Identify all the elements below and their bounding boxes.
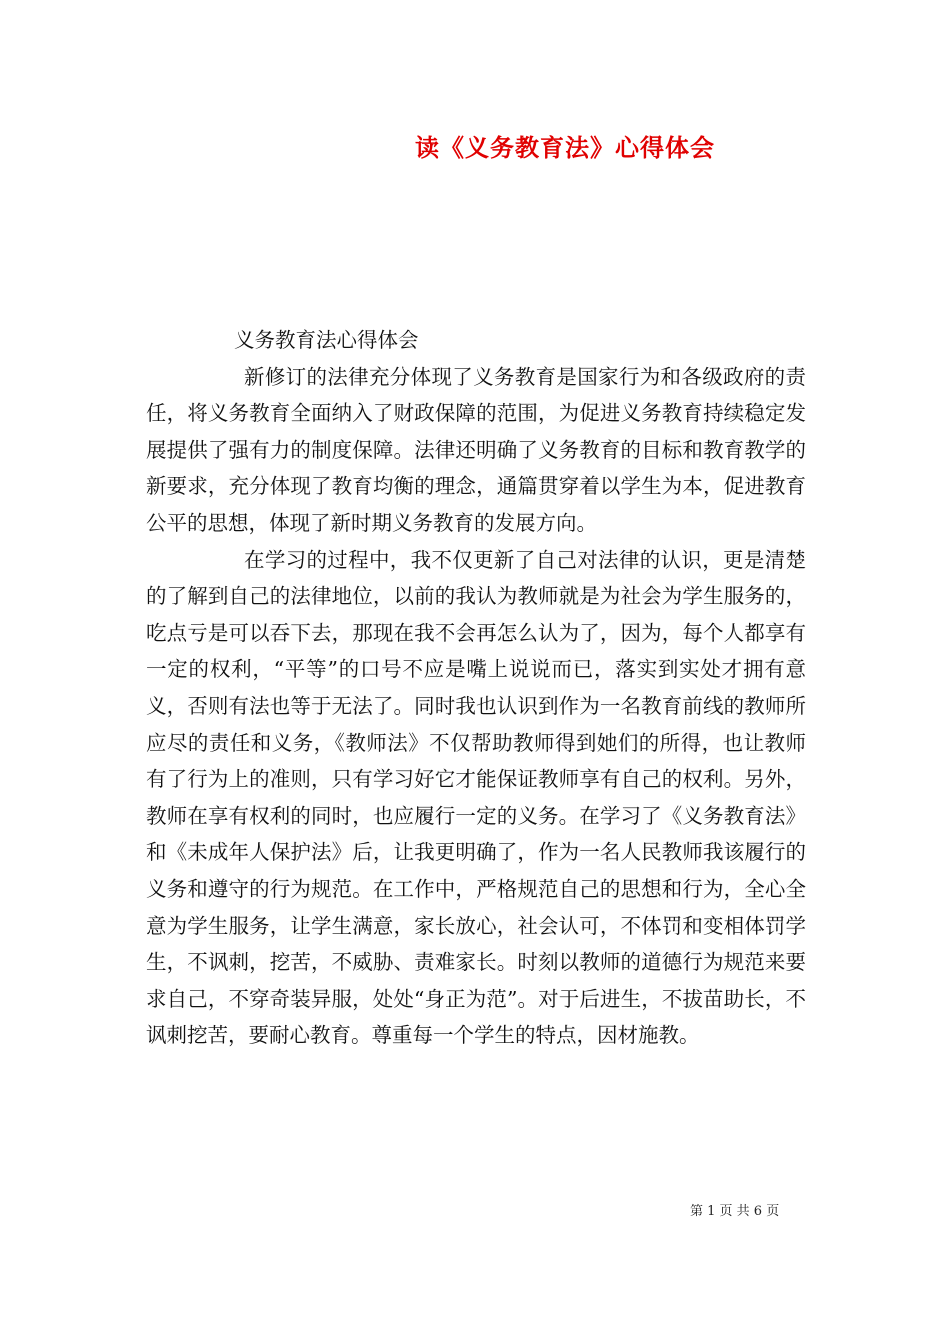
paragraph: 新修订的法律充分体现了义务教育是国家行为和各级政府的责任，将义务教育全面纳入了财政保障的范围，为促进义务教育持续稳定发展提供了强有力的制度保障。法律还明确了义务教育的目标和教育教学的新要求，充分体现了教育均衡的理念，通篇贯穿着以学生为本，促进教育公平的思想，体现了新时期义务教育的发展方向。 (146, 364, 806, 535)
document-subtitle: 义务教育法心得体会 (234, 328, 419, 352)
paragraph: 在学习的过程中，我不仅更新了自己对法律的认识，更是清楚的了解到自己的法律地位，以前的我认为教师就是为社会为学生服务的，吃点亏是可以吞下去，那现在我不会再怎么认为了，因为，每个人都享有一定的权利，“平等”的口号不应是嘴上说说而已，落实到实处才拥有意义，否则有法也等于无法了。同时我也认识到作为一名教育前线的教师所应尽的责任和义务，《教师法》不仅帮助教师得到她们的所得，也让教师有了行为上的准则，只有学习好它才能保证教师享有自己的权利。另外，教师在享有权利的同时，也应履行一定的义务。在学习了《义务教育法》和《未成年人保护法》后，让我更明确了，作为一名人民教师我该履行的义务和遵守的行为规范。在工作中，严格规范自己的思想和行为，全心全意为学生服务，让学生满意，家长放心，社会认可，不体罚和变相体罚学生，不讽刺，挖苦，不威胁、责难家长。时刻以教师的道德行为规范来要求自己，不穿奇装异服，处处“身正为范”。对于后进生，不拔苗助长，不讽刺挖苦，要耐心教育。尊重每一个学生的特点，因材施教。 (146, 547, 806, 1048)
document-title: 读《义务教育法》心得体会 (415, 133, 715, 162)
document-body (146, 322, 806, 1054)
page-number-footer: 第 1 页 共 6 页 (690, 1204, 780, 1219)
